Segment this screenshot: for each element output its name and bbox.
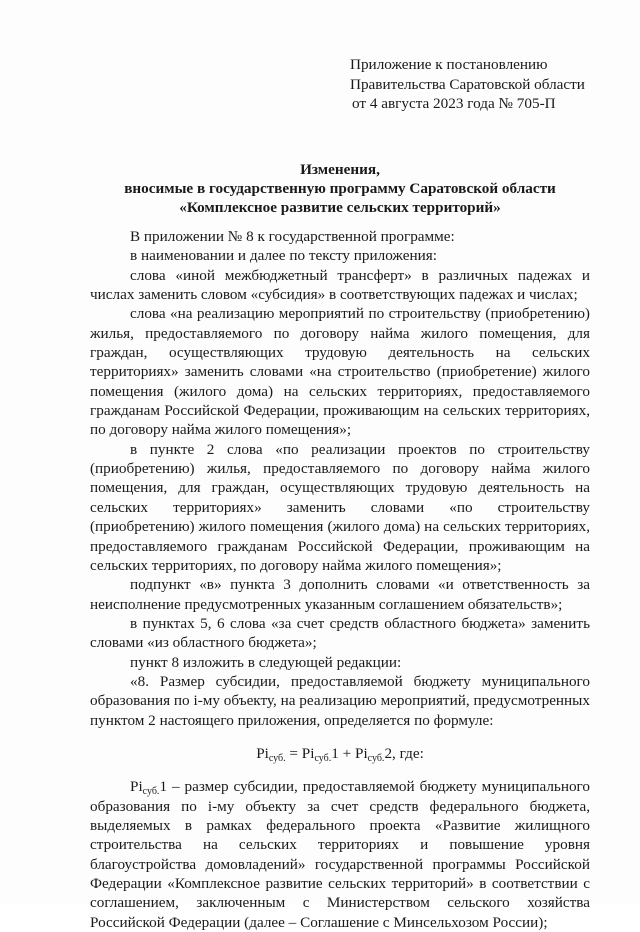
formula-term-3: 2, где: <box>384 744 424 762</box>
formula-pi-1: Pi <box>256 744 269 762</box>
paragraph-9: «8. Размер субсидии, предоставляемой бюджету муниципального образования по i-му объекту, на реализацию мероприятий, предусмотренных пунктом 2 настоящего приложения, определяется по формуле: <box>90 672 590 729</box>
header-line-2: Правительства Саратовской области <box>350 75 585 93</box>
formula-pi-2: Pi <box>301 744 315 762</box>
title-line-1: Изменения, <box>300 161 380 178</box>
paragraph-8: пункт 8 изложить в следующей редакции: <box>130 653 402 671</box>
paragraph-1: В приложении № 8 к государственной программе: <box>130 228 455 245</box>
document-title <box>90 160 590 217</box>
p10-pi: Pi <box>130 778 143 796</box>
title-line-2: вносимые в государственную программу Саратовской области <box>124 180 556 197</box>
paragraph-6: подпункт «в» пункта 3 дополнить словами «и ответственность за неисполнение предусмотренных указанным соглашением обязательств»; <box>90 576 590 613</box>
title-line-3: «Комплексное развитие сельских территорий» <box>179 199 501 216</box>
paragraph-10 <box>90 777 590 932</box>
formula <box>90 744 590 763</box>
header-line-1: Приложение к постановлению <box>350 56 548 73</box>
paragraph-7: в пунктах 5, 6 слова «за счет средств областного бюджета» заменить словами «из областного бюджета»; <box>90 614 590 652</box>
paragraph-5: в пункте 2 слова «по реализации проектов по строительству (приобретению) жилья, предоставляемого по договору найма жилого помещения, для граждан, осуществляющих трудовую деятельность на сельских территориях» заменить словами «по строительству (приобретению) жилого помещения (жилого дома) на сельских территориях, предоставляемого гражданам Российской Федерации, проживающим на сельских территориях, по договору найма жилого помещения»; <box>90 440 590 574</box>
formula-sub-3: суб. <box>367 752 385 764</box>
paragraph-2: в наименовании и далее по тексту приложения: <box>130 247 437 265</box>
p10-sub: суб. <box>142 786 160 798</box>
document-body <box>90 227 590 932</box>
paragraph-3: слова «иной межбюджетный трансферт» в различных падежах и числах заменить словом «субсидия» в соответствующих падежах и числах; <box>90 266 590 304</box>
formula-pi-3: Pi <box>355 744 368 762</box>
formula-sub-2: суб. <box>314 752 332 764</box>
formula-sub-1: суб. <box>268 752 286 764</box>
header-line-3: от 4 августа 2023 года № 705-П <box>352 95 556 112</box>
formula-eq: = <box>285 744 302 762</box>
paragraph-4: слова «на реализацию мероприятий по строительству (приобретению) жилья, предоставляемого по договору найма жилого помещения, для граждан, осуществляющих трудовую деятельность на сельских территориях» заменить словами «на строительство (приобретение) жилого помещения (жилого дома) на сельских территориях, предоставляемого гражданам Российской Федерации, проживающим на сельских территориях, по договору найма жилого помещения»; <box>90 305 590 439</box>
approval-header <box>350 55 610 114</box>
formula-term-2: 1 + <box>331 744 355 762</box>
p10-text: 1 – размер субсидии, предоставляемой бюджету муниципального образования по i-му объекту за счет средств федерального бюджета, выделяемых в рамках федерального проекта «Развитие жилищного строительства на сельских территориях и повышение уровня благоустройства домовладений» государственной программы Российской Федерации «Комплексное развитие сельских территорий» в соответствии с соглашением, заключенным с Министерством сельского хозяйства Российской Федерации (далее – Соглашение с Минсельхозом России); <box>90 778 590 931</box>
